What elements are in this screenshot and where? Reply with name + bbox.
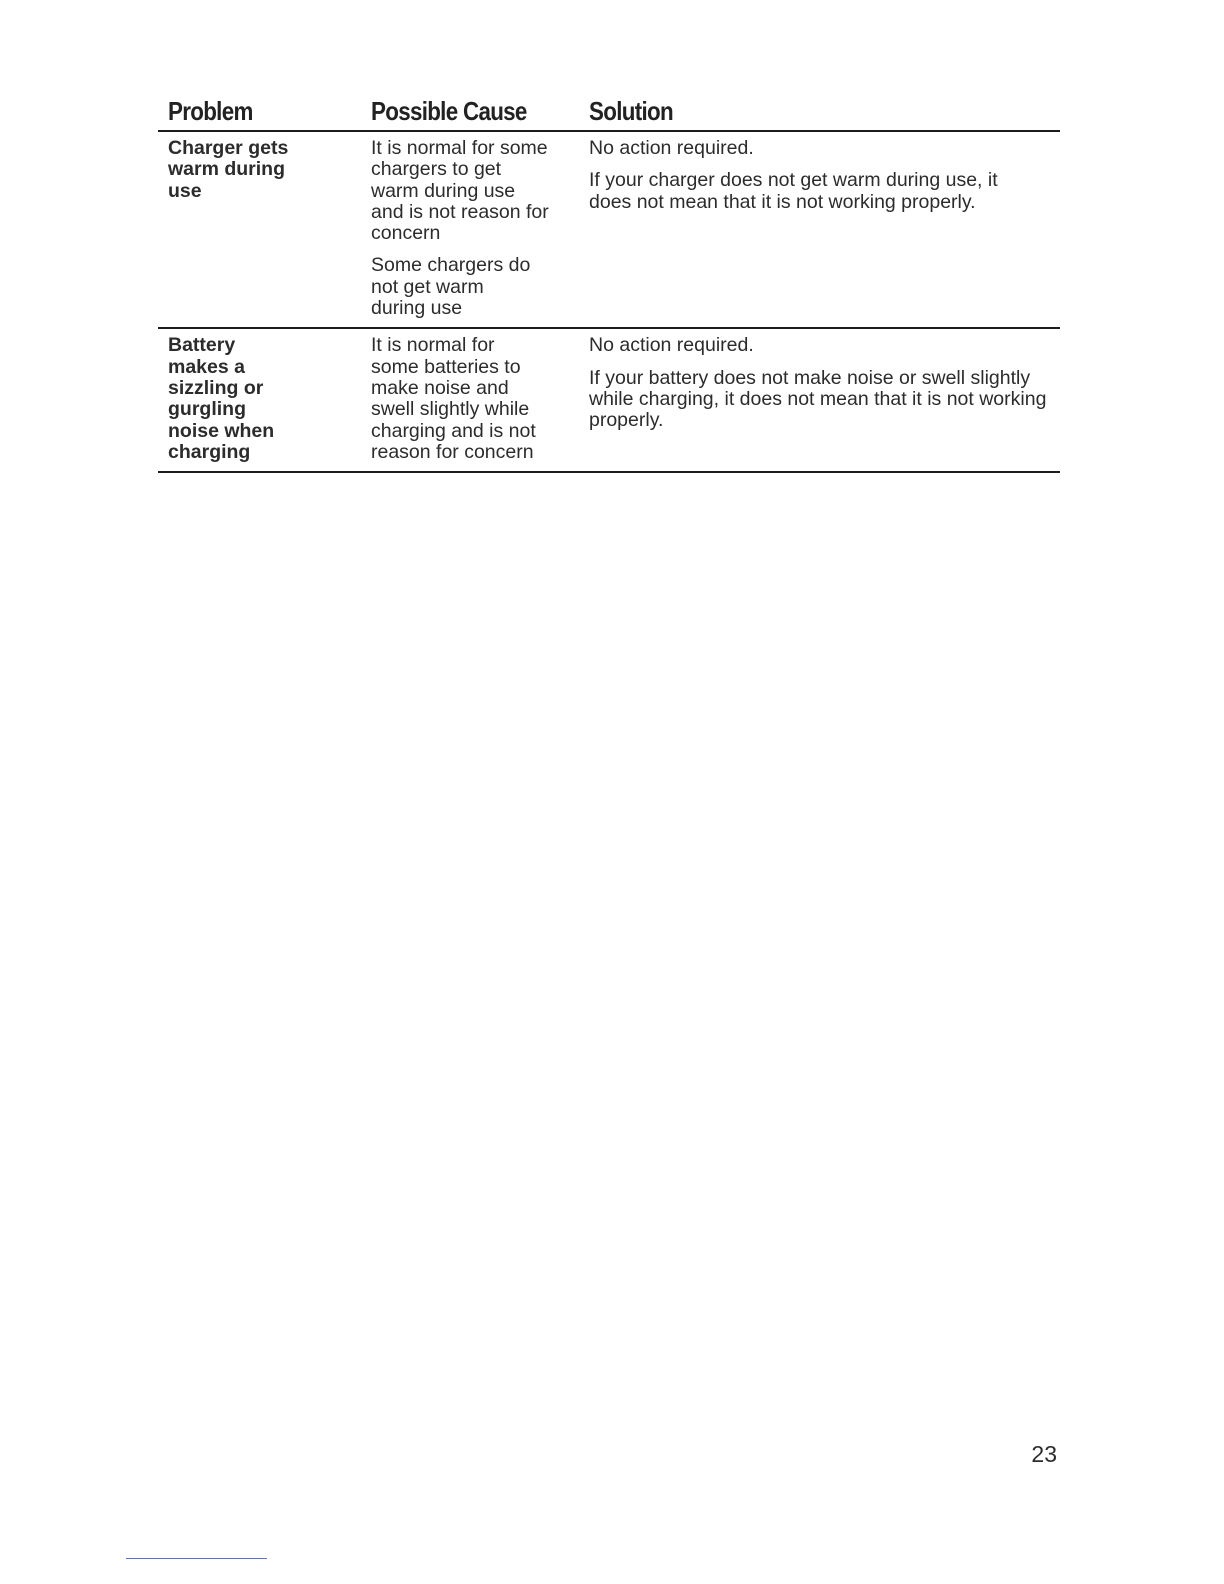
- problem-text: Battery makes a sizzling or gurgling noise when charging: [168, 334, 275, 463]
- table-header-row: [158, 94, 1060, 132]
- cause-text: It is normal for some chargers to get warm during use and is not reason for concern: [371, 137, 549, 245]
- header-cell-problem: [158, 94, 361, 130]
- header-cell-solution: [579, 94, 1060, 130]
- solution-text: If your charger does not get warm during use, it does not mean that it is not working properly.: [589, 169, 998, 213]
- cause-text: Some chargers do not get warm during use: [371, 254, 531, 320]
- problem-text: Charger gets warm during use: [168, 137, 289, 202]
- cause-text: It is normal for some batteries to make noise and swell slightly while charging and is not reason for concern: [371, 334, 536, 463]
- cause-cell: [361, 138, 579, 319]
- problem-cell: [158, 138, 361, 319]
- table-row: [158, 329, 1060, 473]
- header-problem: Problem: [168, 96, 253, 126]
- problem-cell: [158, 335, 361, 463]
- solution-cell: [579, 138, 1060, 319]
- footer-divider: [126, 1558, 267, 1559]
- table-row: [158, 132, 1060, 329]
- header-possible-cause: Possible Cause: [371, 96, 527, 126]
- page-number: 23: [1031, 1441, 1057, 1467]
- troubleshooting-table: [158, 94, 1060, 473]
- header-solution: Solution: [589, 96, 673, 126]
- header-cell-cause: [361, 94, 579, 130]
- solution-cell: [579, 335, 1060, 463]
- solution-text: No action required.: [589, 137, 754, 159]
- solution-text: No action required.: [589, 334, 754, 357]
- solution-text: If your battery does not make noise or swell slightly while charging, it does not mean that it is not working properly.: [589, 366, 1047, 432]
- cause-cell: [361, 335, 579, 463]
